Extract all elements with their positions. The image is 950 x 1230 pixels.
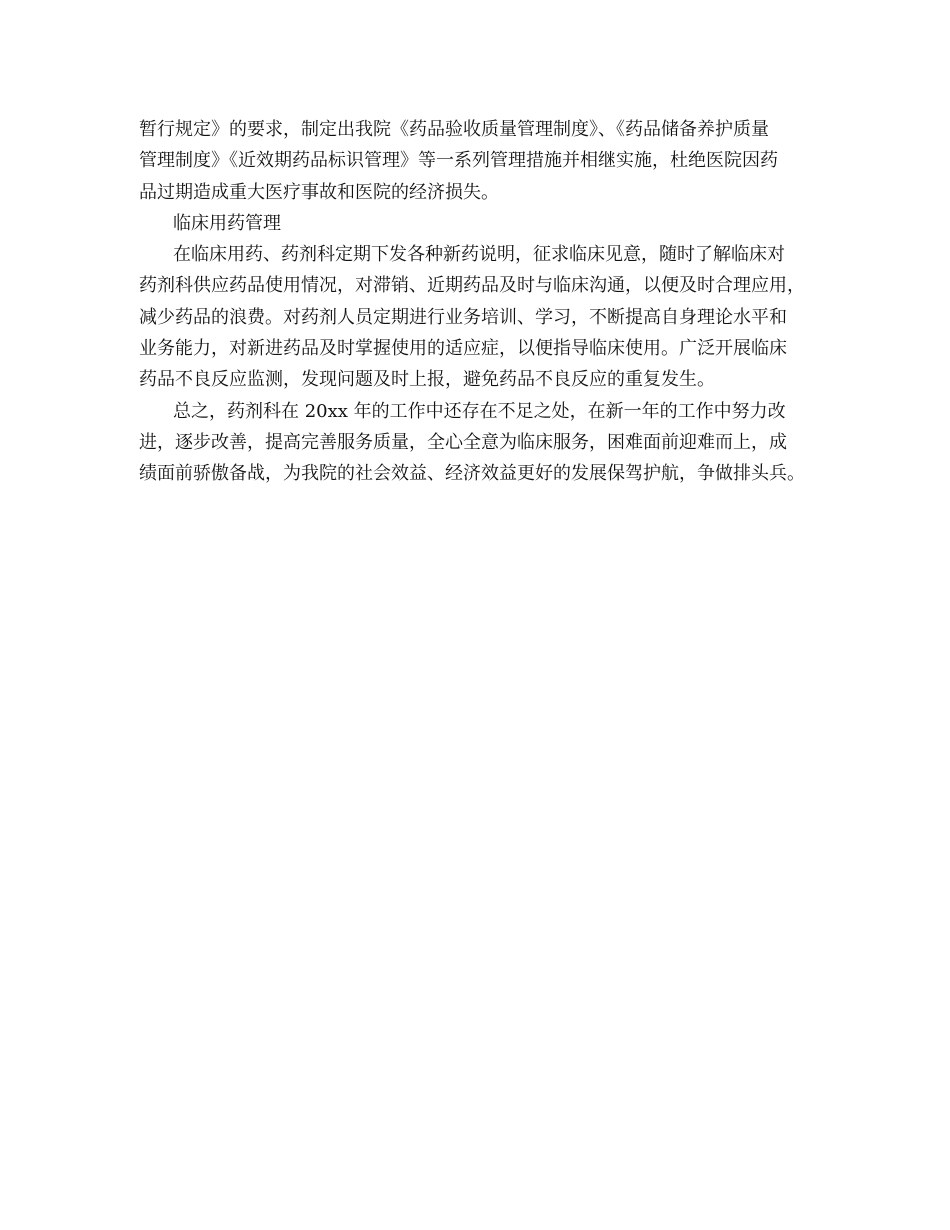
section-heading-clinical-medication: [139, 208, 824, 239]
paragraph-clinical-medication: [139, 239, 824, 395]
document-body: [139, 114, 824, 490]
text-line: 暂行规定》的要求，制定出我院《药品验收质量管理制度》、《药品储备养护质量: [139, 119, 769, 140]
text-line: 进，逐步改善，提高完善服务质量，全心全意为临床服务，困难面前迎难而上，成: [139, 431, 787, 453]
text-line: 药品不良反应监测，发现问题及时上报，避免药品不良反应的重复发生。: [139, 369, 715, 391]
text-line: 业务能力，对新进药品及时掌握使用的适应症，以便指导临床使用。广泛开展临床: [139, 338, 787, 360]
text-line: 绩面前骄傲备战，为我院的社会效益、经济效益更好的发展保驾护航，争做排头兵。: [139, 463, 805, 485]
text-line: 减少药品的浪费。对药剂人员定期进行业务培训、学习，不断提高自身理论水平和: [139, 306, 787, 328]
text-line: 管理制度》《近效期药品标识管理》等一系列管理措施并相继实施，杜绝医院因药: [139, 150, 778, 172]
section-heading: 临床用药管理: [173, 212, 281, 234]
text-line: 总之，药剂科在 20xx 年的工作中还存在不足之处，在新一年的工作中努力改: [173, 400, 786, 422]
paragraph-regulations: [139, 114, 824, 208]
text-line: 在临床用药、药剂科定期下发各种新药说明，征求临床见意，随时了解临床对: [173, 244, 785, 266]
text-line: 品过期造成重大医疗事故和医院的经济损失。: [139, 181, 499, 203]
text-line: 药剂科供应药品使用情况，对滞销、近期药品及时与临床沟通，以便及时合理应用，: [139, 275, 805, 297]
paragraph-summary: [139, 396, 824, 490]
